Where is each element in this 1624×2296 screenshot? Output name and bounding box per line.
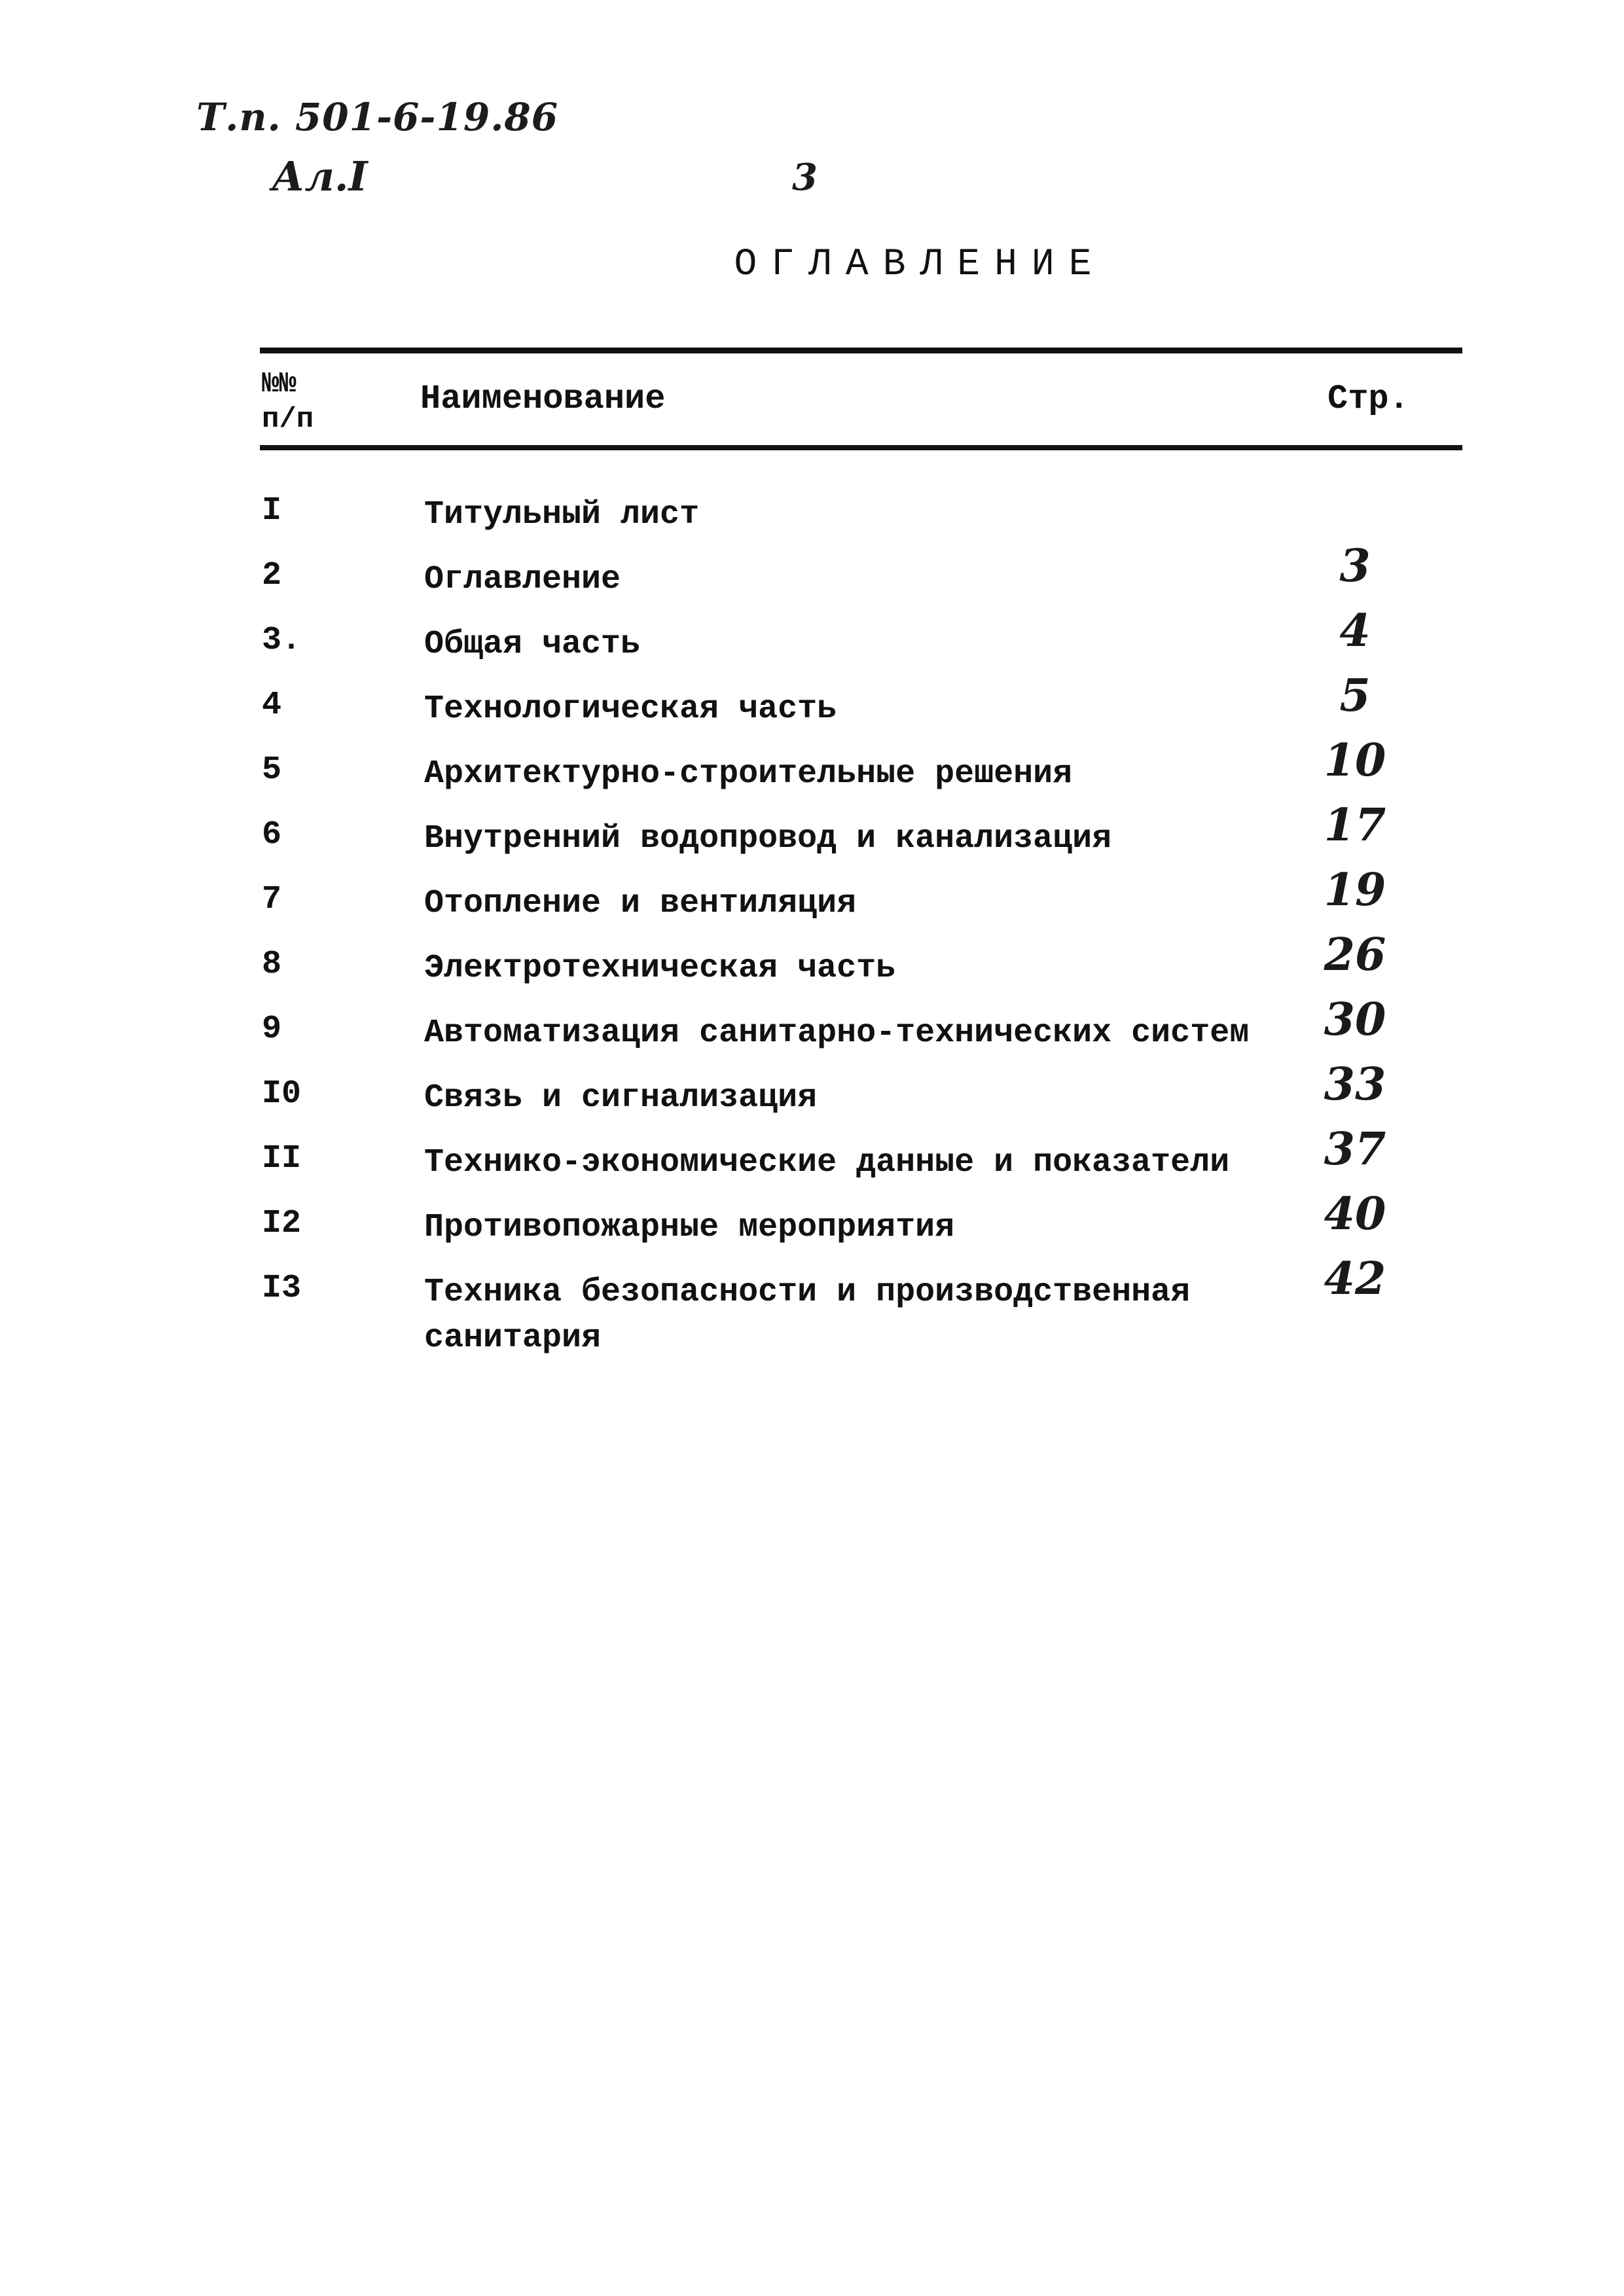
row-page: 5 xyxy=(1339,670,1371,722)
column-header-number xyxy=(262,367,314,437)
row-number: 5 xyxy=(262,751,282,789)
row-name: Технико-экономические данные и показатели xyxy=(424,1144,1230,1181)
row-name: Электротехническая часть xyxy=(424,950,896,987)
row-number: I2 xyxy=(262,1205,302,1242)
row-name: Автоматизация санитарно-технических систем xyxy=(424,1014,1250,1052)
row-name: Внутренний водопровод и канализация xyxy=(424,820,1112,857)
row-number: 2 xyxy=(262,557,282,594)
column-header-number-line2: п/п xyxy=(262,403,314,436)
row-name: Архитектурно-строительные решения xyxy=(424,755,1073,793)
table-header-rule xyxy=(260,445,1462,450)
row-number: 7 xyxy=(262,881,282,918)
row-number: I0 xyxy=(262,1075,302,1113)
row-name: Техника безопасности и производственная санитария xyxy=(424,1274,1191,1357)
row-name: Общая часть xyxy=(424,626,641,663)
sheet-label: Ал.I xyxy=(272,152,368,200)
row-page: 19 xyxy=(1324,864,1386,916)
row-page: 17 xyxy=(1324,799,1386,852)
row-number: 9 xyxy=(262,1011,282,1048)
row-number: 3. xyxy=(262,622,302,659)
column-header-page: Стр. xyxy=(1327,380,1409,418)
row-page: 33 xyxy=(1324,1058,1386,1111)
row-number: 4 xyxy=(262,687,282,724)
row-page: 42 xyxy=(1324,1253,1386,1305)
row-name: Титульный лист xyxy=(424,496,700,533)
row-page: 40 xyxy=(1324,1188,1386,1240)
row-number: 8 xyxy=(262,946,282,983)
row-page: 10 xyxy=(1324,734,1386,787)
row-name: Оглавление xyxy=(424,561,621,598)
row-number: 6 xyxy=(262,816,282,853)
document-code: Т.п. 501-6-19.86 xyxy=(196,95,559,139)
row-page: 3 xyxy=(1339,540,1371,592)
row-number: I3 xyxy=(262,1270,302,1307)
page-number: 3 xyxy=(792,156,818,199)
row-page: 37 xyxy=(1324,1123,1386,1175)
column-header-name: Наименование xyxy=(420,380,666,418)
table-top-rule xyxy=(260,348,1462,353)
row-number: I xyxy=(262,492,282,529)
row-name: Отопление и вентиляция xyxy=(424,885,857,922)
row-page: 4 xyxy=(1339,605,1371,657)
row-name: Связь и сигнализация xyxy=(424,1079,818,1117)
row-page: 30 xyxy=(1324,994,1386,1046)
row-name: Противопожарные мероприятия xyxy=(424,1209,955,1246)
row-page: 26 xyxy=(1324,929,1386,981)
column-header-number-line1: №№ xyxy=(262,368,297,401)
row-number: II xyxy=(262,1140,302,1177)
page-title: ОГЛАВЛЕНИЕ xyxy=(734,243,1106,286)
row-name: Технологическая часть xyxy=(424,691,837,728)
